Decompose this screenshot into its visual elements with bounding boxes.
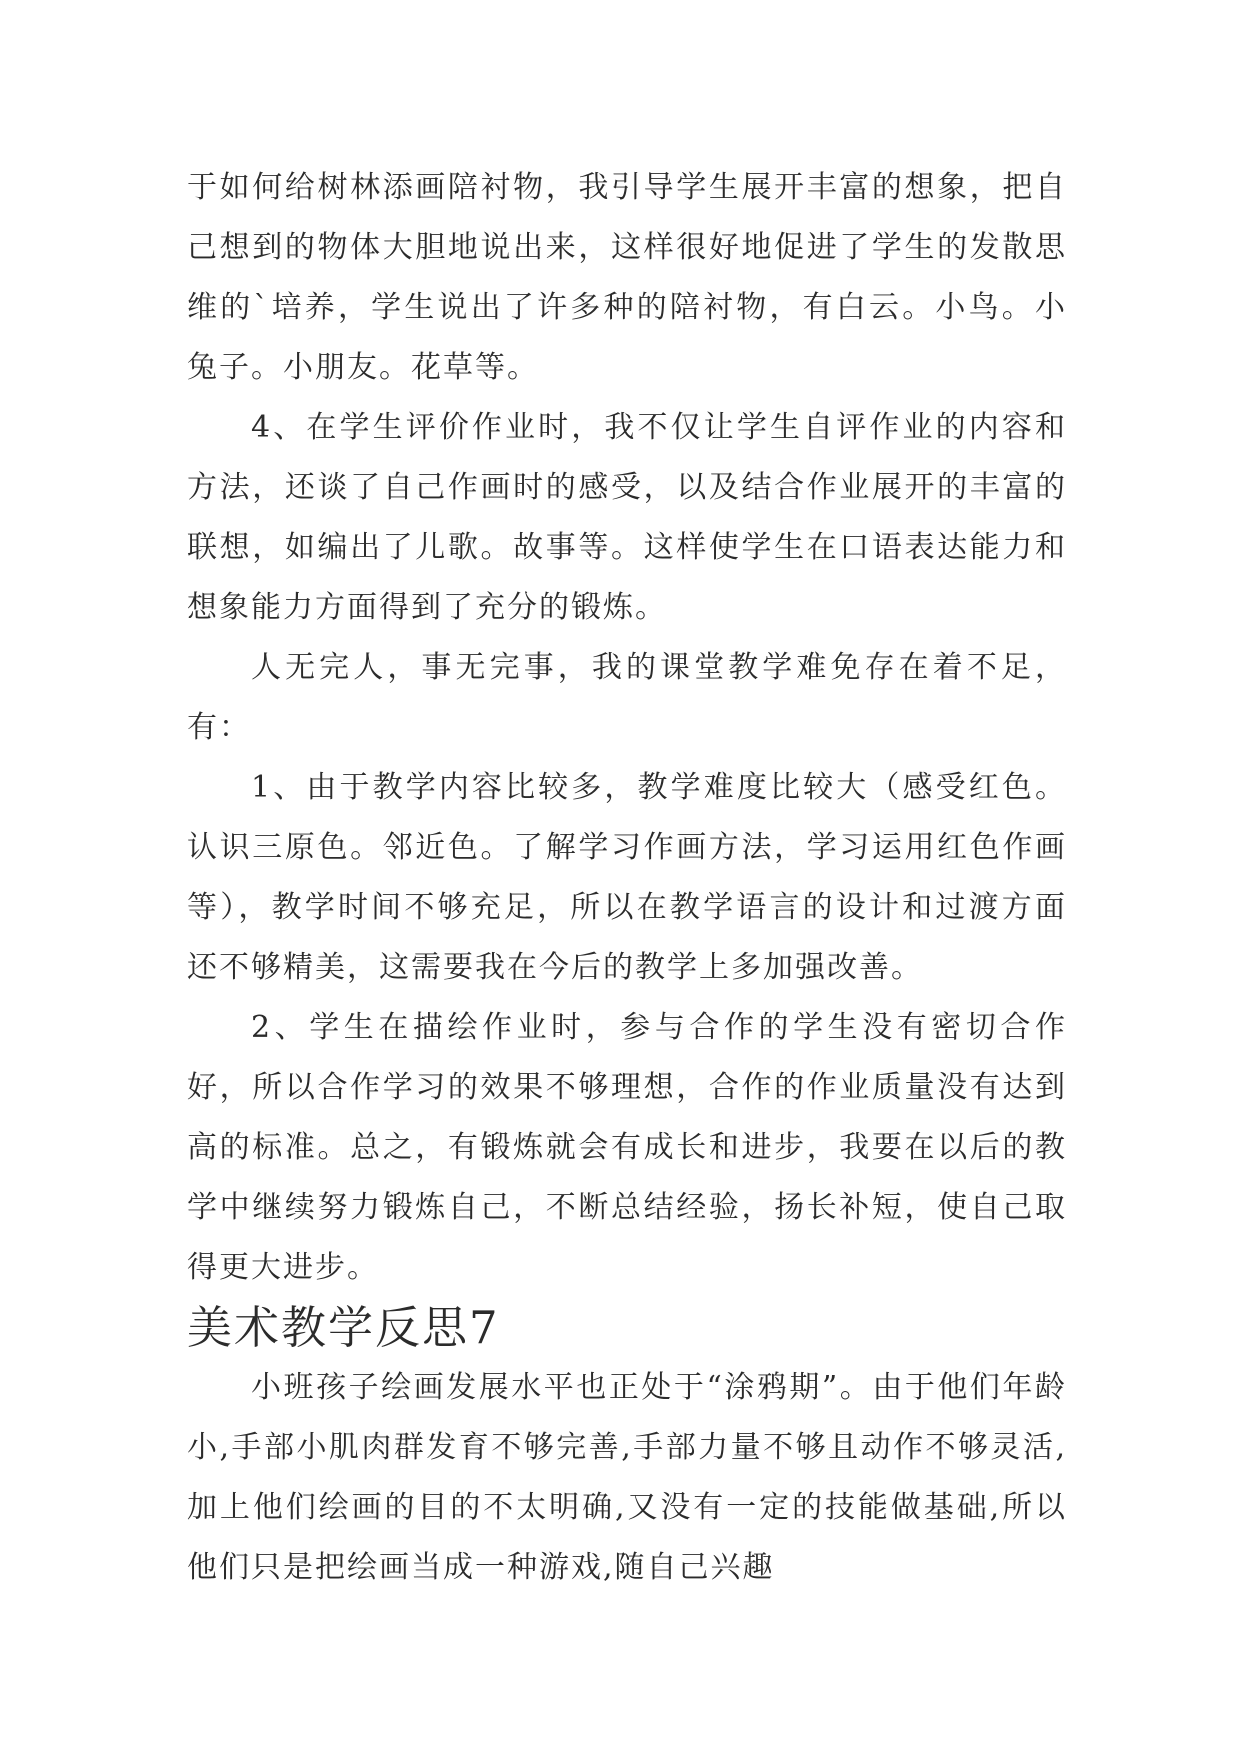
paragraph-6: 小班孩子绘画发展水平也正处于“涂鸦期”。由于他们年龄小,手部小肌肉群发育不够完善,手部力量不够且动作不够灵活,加上他们绘画的目的不太明确,又没有一定的技能做基础,所以他们只是把绘画当成一种游戏,随自己兴趣 <box>187 1370 1067 1585</box>
section-heading: 美术教学反思7 <box>187 1301 500 1354</box>
paragraph-4: 1、由于教学内容比较多，教学难度比较大（感受红色。认识三原色。邻近色。了解学习作画方法，学习运用红色作画等），教学时间不够充足，所以在教学语言的设计和过渡方面还不够精美，这需要我在今后的教学上多加强改善。 <box>187 770 1067 985</box>
document-body <box>187 158 1067 1598</box>
paragraph-2: 4、在学生评价作业时，我不仅让学生自评作业的内容和方法，还谈了自己作画时的感受，以及结合作业展开的丰富的联想，如编出了儿歌。故事等。这样使学生在口语表达能力和想象能力方面得到了充分的锻炼。 <box>187 410 1067 625</box>
paragraph-1: 于如何给树林添画陪衬物，我引导学生展开丰富的想象，把自己想到的物体大胆地说出来，这样很好地促进了学生的发散思维的`培养，学生说出了许多种的陪衬物，有白云。小鸟。小兔子。小朋友。花草等。 <box>187 170 1067 385</box>
paragraph-5: 2、学生在描绘作业时，参与合作的学生没有密切合作好，所以合作学习的效果不够理想，合作的作业质量没有达到高的标准。总之，有锻炼就会有成长和进步，我要在以后的教学中继续努力锻炼自己，不断总结经验，扬长补短，使自己取得更大进步。 <box>187 1010 1067 1285</box>
paragraph-3: 人无完人，事无完事，我的课堂教学难免存在着不足，有： <box>187 650 1067 745</box>
